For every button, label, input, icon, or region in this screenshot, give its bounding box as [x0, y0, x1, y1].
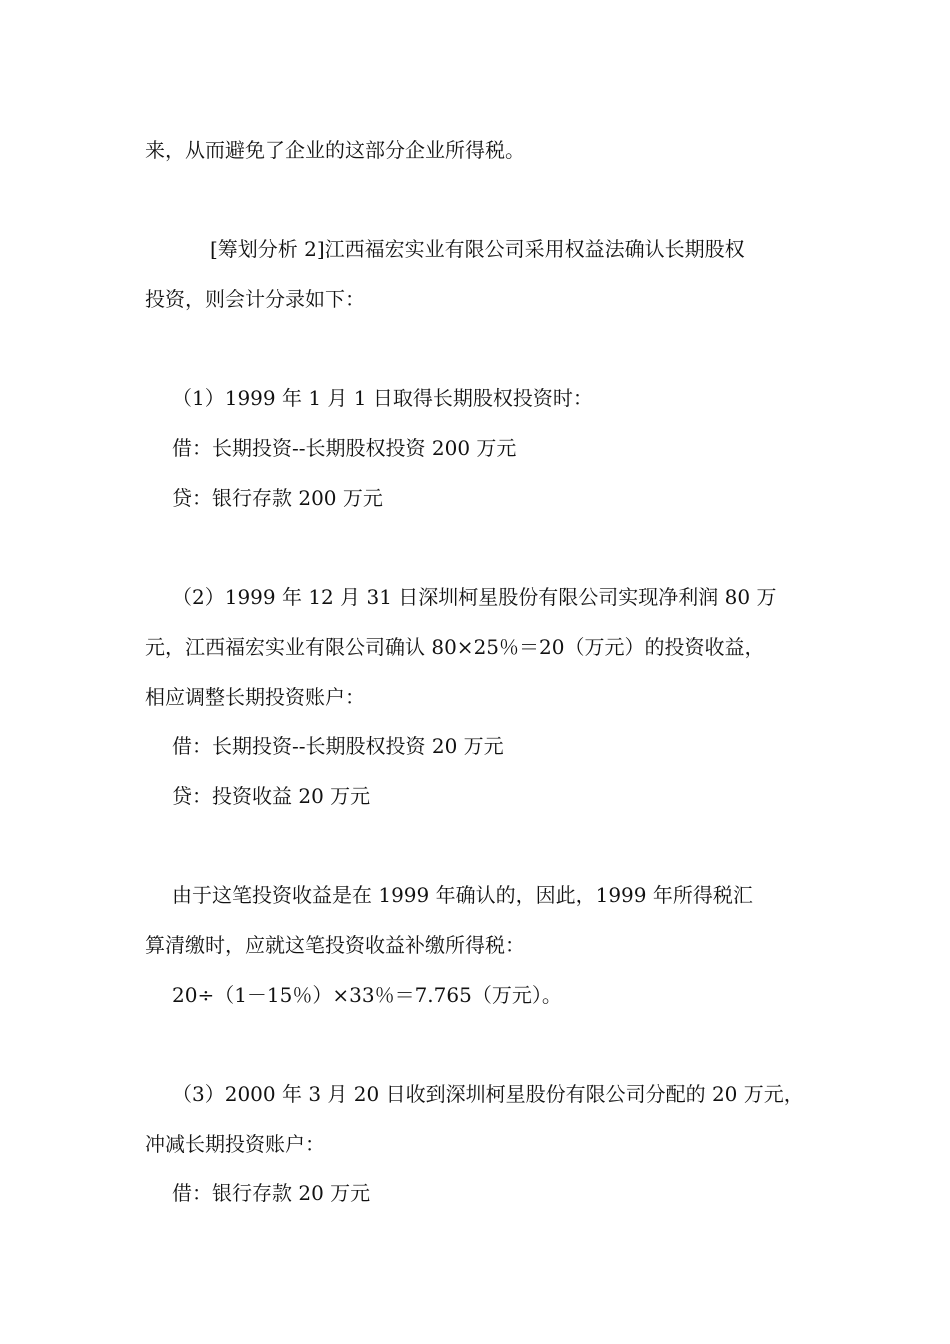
credit-line-2: 贷：投资收益 20 万元: [172, 784, 371, 808]
debit-line-3: 借：银行存款 20 万元: [172, 1181, 371, 1205]
paragraph-tax-1: 由于这笔投资收益是在 1999 年确认的，因此，1999 年所得税汇: [172, 883, 753, 907]
paragraph-line-2: [筹划分析 2]江西福宏实业有限公司采用权益法确认长期股权: [210, 237, 745, 261]
entry-text-2a: 元，江西福宏实业有限公司确认 80×25％＝20（万元）的投资收益，: [145, 635, 765, 659]
paragraph-line-1: 来，从而避免了企业的这部分企业所得税。: [145, 138, 525, 162]
credit-line-1: 贷：银行存款 200 万元: [172, 486, 383, 510]
paragraph-tax-2: 算清缴时，应就这笔投资收益补缴所得税：: [145, 933, 525, 957]
entry-text-3: 冲减长期投资账户：: [145, 1132, 325, 1156]
debit-line-1: 借：长期投资--长期股权投资 200 万元: [172, 436, 517, 460]
debit-line-2: 借：长期投资--长期股权投资 20 万元: [172, 734, 504, 758]
entry-heading-2: （2）1999 年 12 月 31 日深圳柯星股份有限公司实现净利润 80 万: [172, 585, 777, 609]
paragraph-line-3: 投资，则会计分录如下：: [145, 287, 365, 311]
entry-text-2b: 相应调整长期投资账户：: [145, 685, 365, 709]
entry-heading-3: （3）2000 年 3 月 20 日收到深圳柯星股份有限公司分配的 20 万元，: [172, 1082, 804, 1106]
entry-heading-1: （1）1999 年 1 月 1 日取得长期股权投资时：: [172, 386, 593, 410]
tax-formula: 20÷（1－15％）×33％＝7.765（万元）。: [172, 983, 562, 1007]
